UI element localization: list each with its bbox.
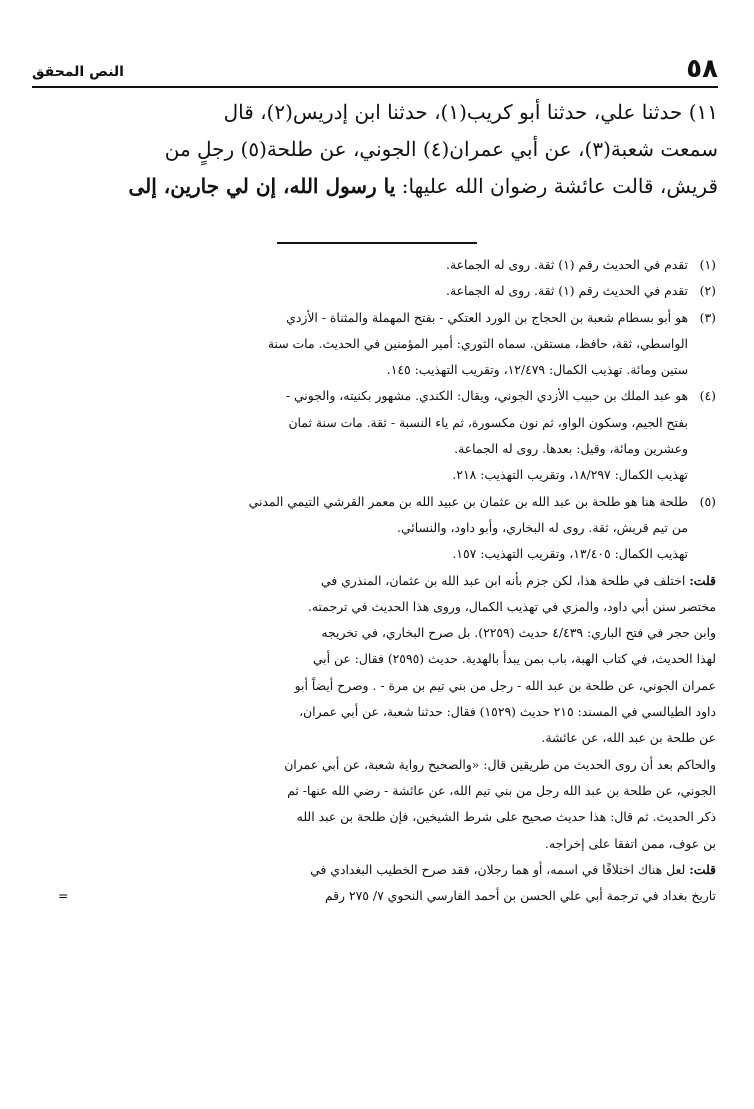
- footnote-number: (٢): [699, 283, 716, 299]
- footnote-line: وعشرين ومائة، وقيل: بعدها. روى له الجماعة.: [454, 441, 688, 457]
- footnote-line: تهذيب الكمال: ١٣/٤٠٥، وتقريب التهذيب: ١٥٧.: [452, 546, 688, 562]
- footnote-1: [36, 252, 716, 278]
- main-line-text: قريش، قالت عائشة رضوان الله عليها:: [395, 174, 718, 198]
- note-lead: قلت:: [689, 861, 716, 877]
- note-line: [36, 883, 716, 909]
- footnote-line: هو أبو بسطام شعبة بن الحجاج بن الورد العتكي - بفتح المهملة والمثناة - الأزدي: [286, 309, 688, 325]
- main-text: [36, 94, 718, 205]
- note-line: [36, 568, 716, 594]
- footnote-line: بفتح الجيم، وسكون الواو، ثم نون مكسورة، ثم ياء النسبة - ثقة. مات سنة ثمان: [288, 414, 688, 430]
- footnote-number: (١): [699, 257, 716, 272]
- note-line: [36, 857, 716, 883]
- note-lead: قلت:: [689, 572, 716, 588]
- footnote-line: طلحة هنا هو طلحة بن عبد الله بن عثمان بن عبيد الله بن معمر القرشي التيمي المدني: [248, 493, 688, 509]
- note-text: لعل هناك اختلافًا في اسمه، أو هما رجلان، فقد صرح الخطيب البغدادي في: [310, 861, 690, 877]
- footnote-separator: [277, 242, 477, 244]
- footnote-line: من تيم قريش، ثقة. روى له البخاري، وأبو داود، والنسائي.: [397, 519, 688, 535]
- continuation-mark: =: [58, 888, 69, 904]
- note-line: الجوني، عن طلحة بن عبد الله رجل من بني تيم الله، عن عائشة - رضي الله عنها- ثم: [287, 782, 716, 798]
- note-text: اختلف في طلحة هذا، لكن جزم بأنه ابن عبد الله بن عثمان، المنذري في: [320, 572, 690, 588]
- page-number: ٥٨: [686, 54, 718, 84]
- footnote-line: ستين ومائة. تهذيب الكمال: ١٢/٤٧٩، وتقريب التهذيب: ١٤٥.: [386, 362, 688, 378]
- main-line-bold-text: يا رسول الله، إن لي جارين، إلى: [128, 174, 396, 198]
- note-line: عمران الجوني، عن طلحة بن عبد الله - رجل من بني تيم بن مرة - . وصرح أيضاً أبو: [294, 677, 716, 693]
- footnotes: [36, 252, 716, 909]
- editor-note-1: [36, 568, 716, 621]
- note-line: مختصر سنن أبي داود، والمزي في تهذيب الكمال، وروى هذا الحديث في ترجمته.: [307, 598, 716, 614]
- editor-note-4: [36, 857, 716, 910]
- note-line: والحاكم بعد أن روى الحديث من طريقين قال: «والصحيح رواية شعبة، عن أبي عمران: [284, 756, 716, 772]
- editor-note-3: [36, 752, 716, 857]
- editor-note-2: [36, 620, 716, 751]
- running-title: النص المحقق: [32, 64, 124, 80]
- footnote-line: الواسطي، ثقة، حافظ، مستقن. سماه الثوري: أمير المؤمنين في الحديث. مات سنة: [267, 335, 688, 351]
- note-line: داود الطيالسي في المسند: ٢١٥ حديث (١٥٢٩) فقال: حدثنا شعبة، عن أبي عمران،: [299, 704, 716, 720]
- footnote-2: [36, 278, 716, 304]
- note-line: ذكر الحديث. ثم قال: هذا حديث صحيح على شرط الشيخين، فإن طلحة بن عبد الله: [296, 809, 716, 825]
- note-line: عن طلحة بن عبد الله، عن عائشة.: [541, 730, 716, 746]
- footnote-number: (٣): [699, 309, 716, 325]
- footnote-5: [36, 489, 716, 568]
- page-header: [32, 52, 718, 88]
- footnote-number: (٥): [699, 493, 716, 509]
- footnote-3: [36, 305, 716, 384]
- footnote-line: تهذيب الكمال: ١٨/٢٩٧، وتقريب التهذيب: ٢١٨.: [452, 467, 688, 483]
- footnote-line: تقدم في الحديث رقم (١) ثقة. روى له الجماعة.: [446, 257, 688, 272]
- note-line: وابن حجر في فتح الباري: ٤/٤٣٩ حديث (٢٢٥٩). بل صرح البخاري، في تخريجه: [321, 625, 716, 641]
- note-line: لهذا الحديث، في كتاب الهبة، باب بمن يبدأ بالهدية. حديث (٢٥٩٥) فقال: عن أبي: [312, 651, 716, 667]
- footnote-number: (٤): [699, 388, 716, 404]
- note-line: بن عوف، ممن اتفقا على إخراجه.: [544, 835, 716, 851]
- main-line: سمعت شعبة(٣)، عن أبي عمران(٤) الجوني، عن طلحة(٥) رجلٍ من: [164, 137, 718, 161]
- footnote-line: هو عبد الملك بن حبيب الأزدي الجوني، ويقال: الكندي. مشهور بكنيته، والجوني -: [285, 388, 688, 404]
- main-line: ١١) حدثنا علي، حدثنا أبو كريب(١)، حدثنا ابن إدريس(٢)، قال: [223, 100, 718, 124]
- note-text: تاريخ بغداد في ترجمة أبي علي الحسن بن أحمد الفارسي النحوي ٧/ ٢٧٥ رقم: [324, 888, 716, 904]
- footnote-4: [36, 383, 716, 488]
- main-line: [36, 168, 718, 205]
- footnote-line: تقدم في الحديث رقم (١) ثقة. روى له الجماعة.: [446, 283, 688, 299]
